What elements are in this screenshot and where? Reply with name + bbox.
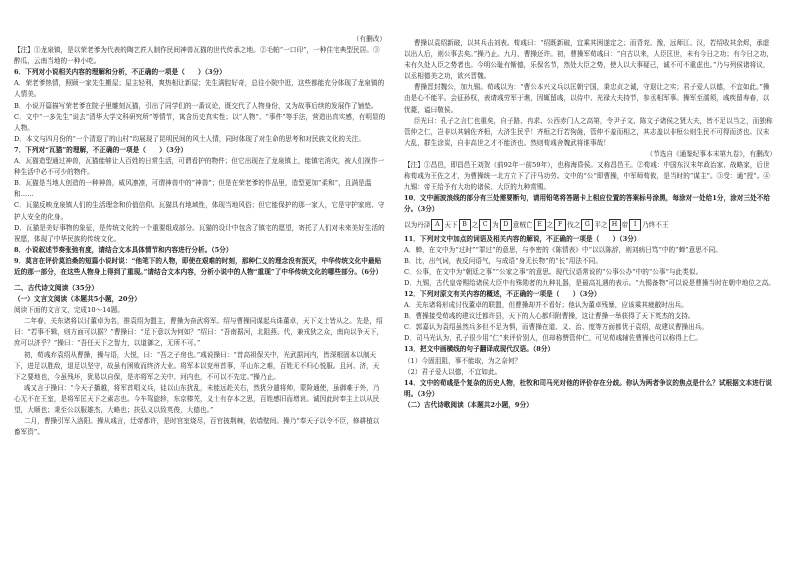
passage-paragraph-1: 二年春，关东诸将以讨董卓为名，推袁绍为盟主，曹操为奋武将军。绍与曹操同谋起兵诛董卓，天下义士皆从之。先是，绍曰：“若事不辑，则方面可以据？”曹操曰：“足下意以为何如？”绍曰：“吾南据河，北阻燕、代，兼戎狄之众，南向以争天下，庶可以济乎？”操曰：“吾任天下之智力，以道御之，无所不可。”: [14, 317, 384, 348]
question-9: 9．莫言在评价莫泊桑的短篇小说时说：“他笔下的人物，即使在艰难的时刻，那种仁义的理念没有泯灭，中华传统文化中最贴近的那一部分，在这些人物身上得到了重现。”请结合文本内容，分析小说中的人物“重现”了中华传统文化的哪些部分。（6分）: [14, 256, 383, 276]
question-14: 14．文中的荀彧是个复杂的历史人物，杜牧和司马光对他的评价存在分歧。你认为两者争议的焦点是什么？试根据文本进行说明。（3分）: [404, 378, 773, 398]
break-box-f[interactable]: F: [554, 219, 566, 231]
break-box-b[interactable]: B: [459, 219, 471, 231]
q11-option-b: B．比，出气词，表反问语气，与成语“身无长物”的“长”用法不同。: [404, 256, 602, 265]
break-box-a[interactable]: A: [431, 219, 443, 231]
q7-option-b: B．瓦猫是当地人创造的一种神兽，威风凛凛，可谓神兽中的“神兽”；但是在荣老爹的作品里，造型更加“柔和”，且满是温和……: [14, 179, 372, 199]
break-line-prefix: 以为丹泽: [404, 220, 431, 229]
q6-option-c: C．文中“一多先生”说去“清华大学文科研究所”等情节，寓含历史真实性；以“人物”、“事件”等手法，营造出真实感，有明显的人物。: [14, 112, 386, 132]
q7-option-c: C．瓦猫反映龙泉镇人们的生活理念和价值信仰。瓦猫具有地域性，体现当地风俗；但它能保护的那一家人，它是守护家庭、守护人安全的化身。: [14, 201, 385, 221]
q11-option-d: D．九锡，古代皇帝赐给诸侯大臣中有殊勋者的九种礼器，是最高礼遇的表示。“九锡备物”可以说是曹操当时在朝中地位之高。: [404, 278, 775, 287]
q13-sentence-1: （1）今固沮阻，事不能取，为之奈何？: [404, 356, 522, 365]
passage-paragraph-5: 曹操以袁绍新破，以其兵击刘表。荀彧曰：“绍既新破，宜乘其困遂定之；而背兖、豫，远师江、汉，若绍收其余烬，承虚以出人后，则公事去矣。”操乃止。九月，曹操还许。初，曹操军荀彧曰：“自古以来，人臣匡世，未有今日之功；有今日之功，未有久处人臣之势者也。今明公耻有惭德，乐保名节，然处大臣之势，使人以大事疑己，诚不可不重虑也。”乃与列侯诸将议，以丞相德美之功，欲兴晋魏。: [404, 39, 773, 81]
break-box-e[interactable]: E: [534, 219, 546, 231]
q7-option-a: A．瓦猫造型通过神兽，瓦猫能够让人百姓的日常生活，可谓看护的物件；但它出现在了龙泉镇上，能镇宅消灾，被人们视作一种生活中必不可少的物件。: [14, 157, 385, 177]
right-column: [404, 0, 776, 561]
q12-option-c: C．郭嘉认为袁绍虽然兵多但不足为惧，而曹操在道、义、治、度等方面都优于袁绍，故建议曹操出兵。: [404, 323, 709, 332]
break-box-i[interactable]: I: [629, 219, 641, 231]
break-text: 之: [546, 220, 554, 229]
q13-sentence-2: （2）君子爱人以德，不宜如此。: [404, 367, 502, 376]
sentence-break-line: [404, 218, 776, 232]
passage-paragraph-7: 臣光曰：孔子之言仁也重矣，自子路、冉求、公西赤门人之高第，令尹子文、陈文子诸侯之贤大夫，皆不足以当之，而独称管仲之仁，岂非以其辅佐齐桓，大济生民乎！齐桓之行若狗彘，管仲不羞而相之，其志盖以非桓公则生民不可得而济也。汉末大乱，群生涂炭，自非高世之才不能济也。然则荀彧舍魏武将谁事哉！: [404, 116, 773, 147]
break-text: 乃终不王: [642, 220, 669, 229]
q12-option-d: D．司马光认为，孔子很少用“仁”来评价别人，但却称赞管仲仁，可见荀彧辅佐曹操也可以称得上仁。: [404, 334, 702, 343]
q7-option-d: D．瓦猫是美好事物的象征，是传统文化的一个重要组成部分。瓦猫的设计中包含了镇宅的愿望，寄托了人们对未来美好生活的祝愿，体现了中华民族的传统文化。: [14, 223, 385, 243]
break-text: 意贼亡: [512, 220, 533, 229]
note-2: 【注】①昌邑，即昌邑王刘贺（前92年一前59年），也称海昏侯。又称昌邑王。②荀彧：中国东汉末年政治家、战略家，后世称荀彧为王佐之才，为曹操统一北方立下了汗马功劳。文中的“公”即曹操，中军师荀攸，是当时的“谋主”。③受：通“授”。④九锡：帝王给予有大功的诸侯、大臣的九种赏赐。: [404, 161, 770, 192]
passage-source: （节选自《通鉴纪事本末第九卷》，有删改）: [646, 149, 776, 158]
passage-paragraph-3: 彧又言于操曰：“今天子播越，将军首唱义兵，徒以山东扰乱，未能远赴关右，然犹分遣将帅，蒙险通使，虽御难于外，乃心无不在王室，是将军匡天下之素志也。今车驾旋轸，东京榛芜，义士有存本之思，百姓感旧而增哀。诚因此时奉主上以从民望，大顺也；秉至公以服雄杰，大略也；扶弘义以致英俊，大德也。”: [14, 383, 380, 414]
question-13: 13．把文中画横线的句子翻译成现代汉语。（8分）: [404, 345, 555, 354]
break-box-d[interactable]: D: [500, 219, 512, 231]
break-text: 天下: [444, 220, 458, 229]
note-1: 【注】①龙泉镇，是以荣老爹为代表的陶艺匠人制作民间神兽瓦猫的世代传承之地。②毛帕“一口印”，一种住宅典型民居。③醉瓜，云南当地的一种小吃。: [14, 46, 380, 66]
break-box-h[interactable]: H: [609, 219, 621, 231]
source-tag: （有删改）: [352, 35, 386, 43]
left-column: [14, 0, 386, 561]
section-2-title: 二、古代诗文阅读（35分）: [14, 284, 99, 293]
section-2a-title: （一）文言文阅读（本题共5小题，20分）: [14, 295, 141, 304]
q12-option-a: A．关东诸将形成讨伐董卓的联盟，但曹操却并不看好；他认为董卓残暴，应该乘其疲敝时出兵。: [404, 301, 688, 310]
question-6: 6．下列对小说相关内容的理解和分析，不正确的一项是（ ）（3分）: [14, 68, 226, 77]
question-10: 10．文中画波浪线的部分有三处需要断句，请用铅笔将答题卡上相应位置的答案标号涂黑，每涂对一处给1分，涂对三处不给分。（3分）: [404, 194, 771, 214]
break-text: 之: [471, 220, 479, 229]
q6-option-b: B．小说开篇描写荣老爹在院子里雕刻瓦猫，引出了同学们的一番议论，既交代了人物身份，又为故事后续的发展作了铺垫。: [14, 101, 378, 110]
passage-paragraph-6: 曹操晋封魏公，加九锡。荀彧以为：“曹公本兴义兵以匡朝宁国，秉忠贞之诚，守退让之实；君子爱人以德，不宜如此。”操由是心不能平。会征孙权，表请彧劳军于谯，因辄留彧，以侍中、光禄大夫持节，参丞相军事。操军至濡须，彧疾留寿春，以忧薨，谥曰敬侯。: [404, 83, 770, 114]
reading-intro: 阅读下面的文言文，完成10～14题。: [14, 306, 124, 315]
break-box-c[interactable]: C: [479, 219, 491, 231]
break-text: 伐之: [567, 220, 581, 229]
passage-paragraph-2: 初，荀彧弃袁绍从曹操，操与语，大悦，曰：“吾之子房也。”彧说操曰：“昔高祖保关中，光武据河内，皆深根固本以制天下，进足以胜敌，退足以坚守，故虽有困败而终济大业。将军本以兖州首事，平山东之难，百姓无不归心悦服。且河、济，天下之要地也，今虽残坏，犹易以自保，是亦将军之关中、河内也，不可以不先定。”操乃止。: [14, 350, 380, 381]
break-text: 平之: [594, 220, 608, 229]
q11-option-c: C．公事，在文中为“朝廷之事”“公家之事”的意思。现代汉语常说的“公事公办”中的“公事”与此类似。: [404, 267, 703, 276]
q6-option-a: A．荣老爹热情，照顾一家先生搬屋；屋主轻利，爽热相让新屋；先生满腔好奇，总往小院中逛，这些都能充分体现了龙泉镇的人情美。: [14, 79, 385, 99]
question-12: 12．下列对原文有关内容的概述，不正确的一项是（ ）（3分）: [404, 289, 601, 298]
q11-option-a: A．蝉，在文中为“过时”“罪过”的意思，与李密的《陈情表》中“以以陈辞，则刘病日笃”中的“蝉”意思不同。: [404, 245, 722, 254]
q12-option-b: B．曹操接受荀彧的建议迁都许县，天下的人心都归附曹操，这让曹操一举获得了天下英杰的支持。: [404, 312, 695, 321]
section-2b-title: （二）古代诗歌阅读（本题共2小题，9分）: [404, 400, 533, 409]
q6-option-d: D．本文与四月份的“一个清退了的山村”均展现了昆明民间的风土人情，同时体现了对生命的思考和对民族文化的关注。: [14, 134, 366, 143]
break-text: 帝: [621, 220, 629, 229]
question-7: 7．下列对“瓦猫”的理解，不正确的一项是（ ）（3分）: [14, 145, 188, 154]
question-11: 11．下列对文中加点的词语及相关内容的解说，不正确的一项是（ ）（3分）: [404, 234, 641, 243]
break-box-g[interactable]: G: [581, 219, 593, 231]
passage-paragraph-4: 二月，曹操引军入洛阳。操从彧言，迁帝都许，是时宫室烧尽，百官披荆棘，依墙壁间。操乃“奉天子以令不臣，修耕植以畜军资”。: [14, 417, 380, 437]
question-8: 8．小说叙述节奏张弛有度，请结合文本具体情节和内容进行分析。（5分）: [14, 245, 233, 254]
break-text: 为: [492, 220, 499, 229]
